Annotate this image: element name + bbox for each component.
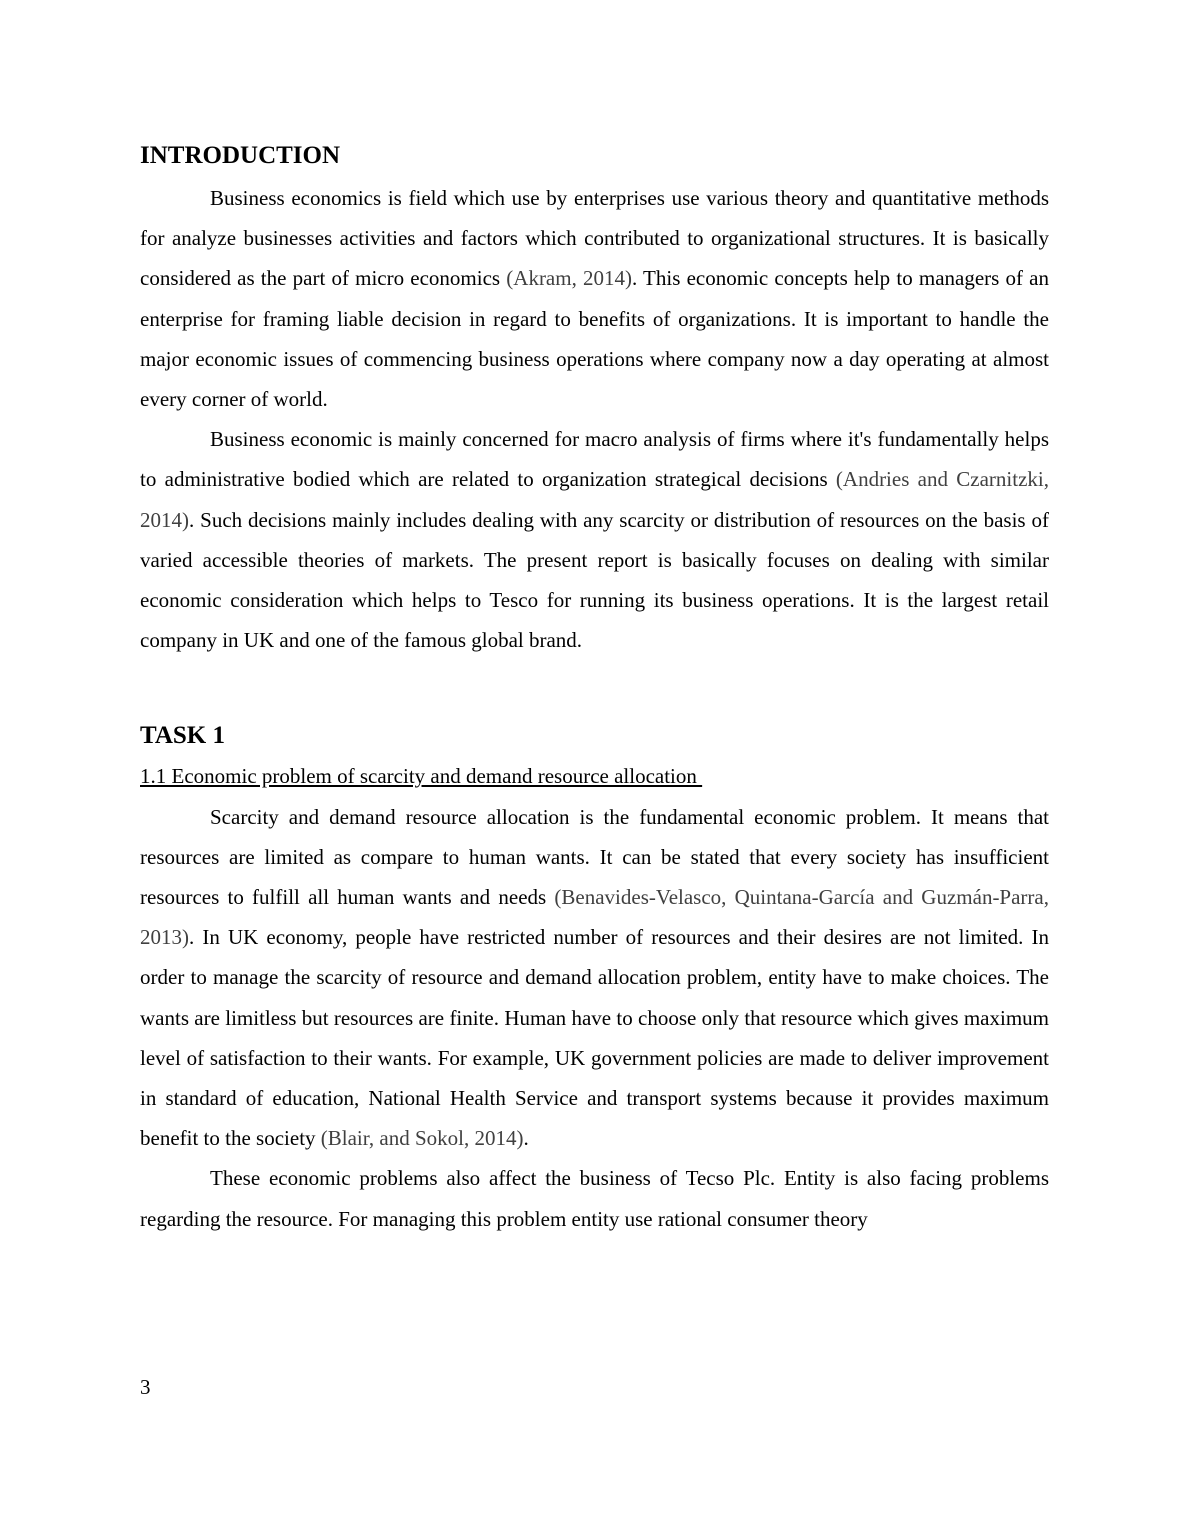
citation-benavides: (Benavides-Velasco, Quintana-García and Guzmán-Parra, 2013) bbox=[140, 885, 1049, 950]
intro-p1-text-b: . This economic concepts help to managers of an enterprise for framing liable decision in regard to benefits of organizations. It is important to handle the major economic issues of commencing business operations where company now a day operating at almost every corner of world. bbox=[140, 266, 1049, 412]
task1-heading: TASK 1 bbox=[140, 722, 225, 750]
document-page bbox=[140, 138, 1049, 1239]
task1-p1-text-a: Scarcity and demand resource allocation is the fundamental economic problem. It means that resources are limited as compare to human wants. It can be stated that every society has insufficient resources to fulfill all human wants and needs bbox=[140, 804, 1049, 910]
task1-paragraph-1 bbox=[140, 797, 1049, 1159]
introduction-heading: INTRODUCTION bbox=[140, 142, 341, 169]
citation-blair: (Blair, and Sokol, 2014) bbox=[320, 1126, 524, 1151]
intro-p2-text-a: Business economic is mainly concerned for macro analysis of firms where it's fundamentally helps to administrative bodied which are related to organization strategical decisions bbox=[140, 427, 1049, 492]
intro-p1-text-a: Business economics is field which use by enterprises use various theory and quantitative methods for analyze businesses activities and factors which contributed to organizational structures. It is basically considered as the part of micro economics bbox=[140, 186, 1049, 291]
section-1-1-subheading: 1.1 Economic problem of scarcity and demand resource allocation bbox=[140, 764, 703, 789]
intro-paragraph-1 bbox=[140, 178, 1049, 419]
task1-p2-text-a: These economic problems also affect the business of Tecso Plc. Entity is also facing problems regarding the resource. For managing this problem entity use rational consumer theory bbox=[140, 1166, 1049, 1231]
citation-andries: (Andries and Czarnitzki, 2014) bbox=[140, 467, 1049, 532]
task1-paragraph-2 bbox=[140, 1158, 1049, 1238]
intro-paragraph-2 bbox=[140, 419, 1049, 660]
task1-p1-text-b: . In UK economy, people have restricted number of resources and their desires are not limited. In order to manage the scarcity of resource and demand allocation problem, entity have to make choices. The wants are limitless but resources are finite. Human have to choose only that resource which gives maximum level of satisfaction to their wants. For example, UK government policies are made to deliver improvement in standard of education, National Health Service and transport systems because it provides maximum benefit to the society bbox=[140, 925, 1049, 1151]
task1-p1-text-c: . bbox=[523, 1126, 529, 1151]
intro-p2-text-b: . Such decisions mainly includes dealing with any scarcity or distribution of resources on the basis of varied accessible theories of markets. The present report is basically focuses on dealing with similar economic consideration which helps to Tesco for running its business operations. It is the largest retail company in UK and one of the famous global brand. bbox=[140, 507, 1049, 653]
page-number: 3 bbox=[140, 1375, 151, 1399]
citation-akram: (Akram, 2014) bbox=[506, 266, 633, 291]
